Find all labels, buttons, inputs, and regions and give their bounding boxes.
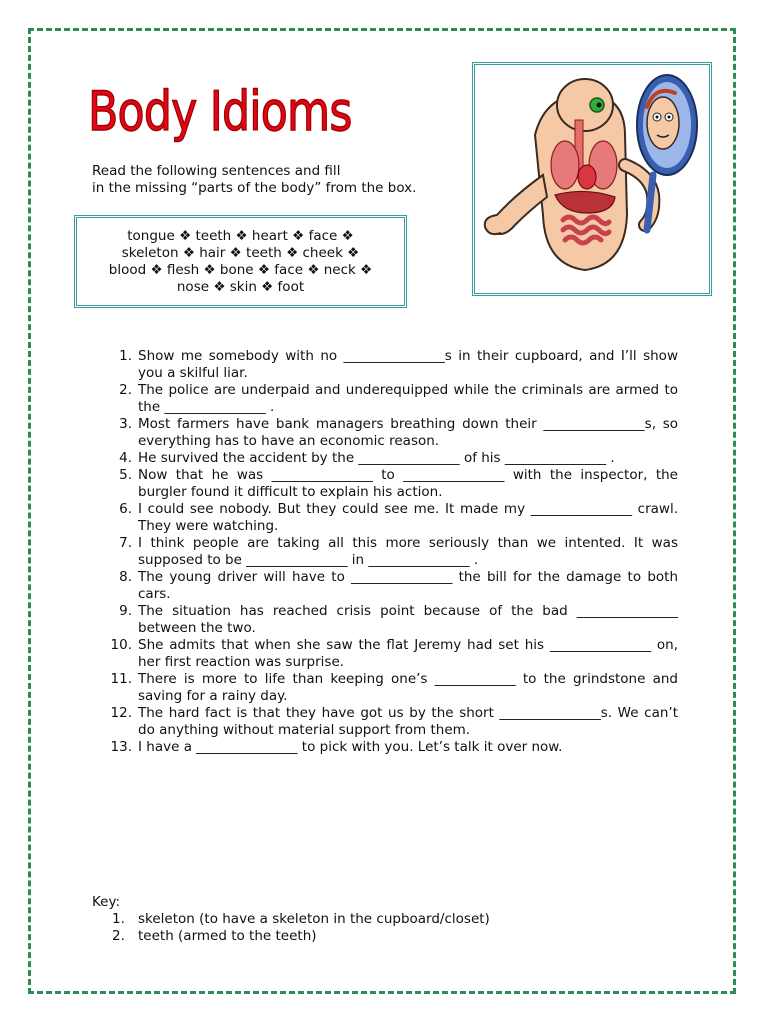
list-item: 10. She admits that when she saw the flat Jeremy had set his _______________ on, her first reaction was surprise. xyxy=(110,637,678,670)
list-item: 7. I think people are taking all this more seriously than we intented. It was supposed to be _______________ in _______________ . xyxy=(119,535,678,568)
instruction-line: Read the following sentences and fill xyxy=(92,163,341,179)
list-item: 11. There is more to life than keeping one’s ____________ to the grindstone and saving for a rainy day. xyxy=(110,671,678,704)
illustration-frame xyxy=(472,62,712,296)
instruction-line: in the missing “parts of the body” from the box. xyxy=(92,180,417,196)
key-item: 2. teeth (armed to the teeth) xyxy=(112,928,317,944)
left-arm xyxy=(491,175,547,234)
list-item: 8. The young driver will have to _______________ the bill for the damage to both cars. xyxy=(119,569,678,602)
word-box-line: nose ❖ skin ❖ foot xyxy=(176,278,305,295)
key-label: Key: xyxy=(92,894,121,910)
list-item: 3. Most farmers have bank managers breathing down their _______________s, so everything has to have an economic reason. xyxy=(119,416,678,449)
left-lung xyxy=(551,141,579,189)
list-item: 2. The police are underpaid and underequipped while the criminals are armed to the _______________ . xyxy=(119,382,678,415)
word-box-line: tongue ❖ teeth ❖ heart ❖ face ❖ xyxy=(127,227,354,244)
instructions xyxy=(92,163,416,197)
list-item: 9. The situation has reached crisis point because of the bad _______________ between the two. xyxy=(119,603,678,636)
question-list xyxy=(110,348,678,756)
list-item: 13. I have a _______________ to pick with you. Let’s talk it over now. xyxy=(110,739,563,755)
list-item: 5. Now that he was _______________ to _______________ with the inspector, the burgler found it difficult to explain his action. xyxy=(119,467,678,500)
anatomy-illustration xyxy=(475,65,709,293)
list-item: 6. I could see nobody. But they could see me. It made my _______________ crawl. They were watching. xyxy=(119,501,678,534)
word-box-line: skeleton ❖ hair ❖ teeth ❖ cheek ❖ xyxy=(121,244,360,261)
answer-key xyxy=(92,894,490,945)
word-box-line: blood ❖ flesh ❖ bone ❖ face ❖ neck ❖ xyxy=(108,261,373,278)
list-item: 1. Show me somebody with no _______________s in their cupboard, and I’ll show you a skilful liar. xyxy=(119,348,678,381)
list-item: 4. He survived the accident by the _______________ of his _______________ . xyxy=(119,450,615,466)
reflection-face xyxy=(647,97,679,149)
word-box xyxy=(74,215,407,308)
page-title: Body Idioms xyxy=(88,80,352,143)
key-item: 1. skeleton (to have a skeleton in the cupboard/closet) xyxy=(112,911,490,927)
heart xyxy=(578,165,596,189)
list-item: 12. The hard fact is that they have got us by the short _______________s. We can’t do anything without material support from them. xyxy=(110,705,678,738)
